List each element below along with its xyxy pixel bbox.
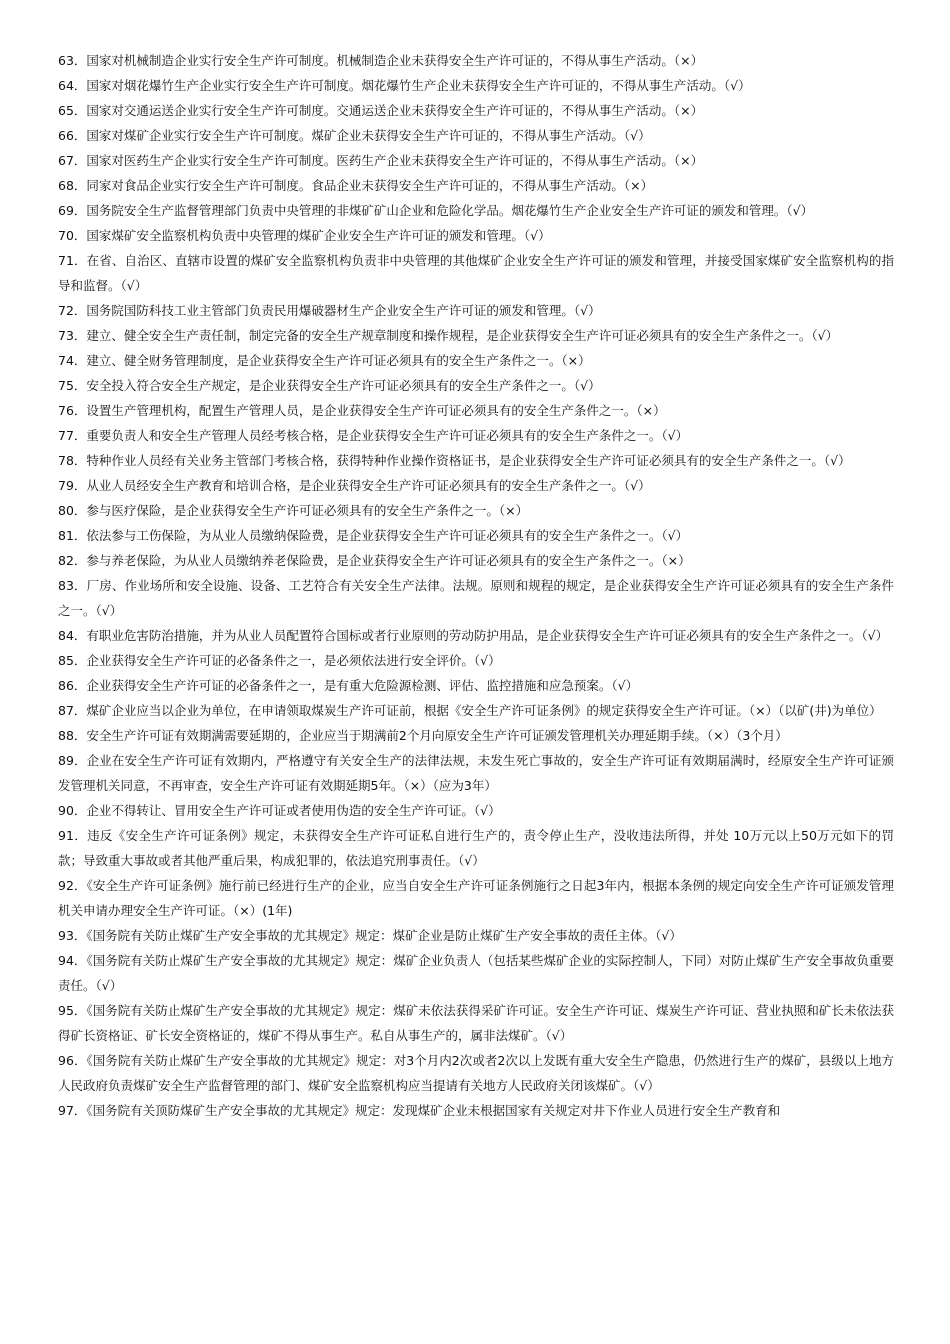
question-item: 96．《国务院有关防止煤矿生产安全事故的尤其规定》规定：对3个月内2次或者2次以上发既有重大安全生产隐患，仍然进行生产的煤矿，县级以上地方人民政府负责煤矿安全生产监督管理的部门、煤矿安全监察机构应当提请有关地方人民政府关闭该煤矿。（√） (58, 1053, 894, 1093)
question-item: 63．国家对机械制造企业实行安全生产许可制度。机械制造企业未获得安全生产许可证的，不得从事生产活动。（×） (58, 53, 704, 68)
question-item: 65．国家对交通运送企业实行安全生产许可制度。交通运送企业未获得安全生产许可证的，不得从事生产活动。（×） (58, 103, 704, 118)
question-item: 74．建立、健全财务管理制度，是企业获得安全生产许可证必须具有的安全生产条件之一。（×） (58, 353, 591, 368)
question-item: 84．有职业危害防治措施，并为从业人员配置符合国标或者行业原则的劳动防护用品，是企业获得安全生产许可证必须具有的安全生产条件之一。（√） (58, 628, 889, 643)
question-item: 95．《国务院有关防止煤矿生产安全事故的尤其规定》规定：煤矿未依法获得采矿许可证。安全生产许可证、煤炭生产许可证、营业执照和矿长未依法获得矿长资格证、矿长安全资格证的，煤矿不得从事生产。私自从事生产的，属非法煤矿。（√） (58, 1003, 894, 1043)
question-item: 88．安全生产许可证有效期满需要延期的，企业应当于期满前2个月向原安全生产许可证颁发管理机关办理延期手续。（×）（3个月） (58, 728, 788, 743)
question-item: 86．企业获得安全生产许可证的必备条件之一，是有重大危险源检测、评估、监控措施和应急预案。（√） (58, 678, 639, 693)
question-item: 72．国务院国防科技工业主管部门负责民用爆破器材生产企业安全生产许可证的颁发和管理。（√） (58, 303, 601, 318)
question-item: 64．国家对烟花爆竹生产企业实行安全生产许可制度。烟花爆竹生产企业未获得安全生产许可证的，不得从事生产活动。（√） (58, 78, 751, 93)
question-item: 77．重要负责人和安全生产管理人员经考核合格，是企业获得安全生产许可证必须具有的安全生产条件之一。（√） (58, 428, 689, 443)
question-item: 75．安全投入符合安全生产规定，是企业获得安全生产许可证必须具有的安全生产条件之一。（√） (58, 378, 601, 393)
question-item: 87．煤矿企业应当以企业为单位，在申请领取煤炭生产许可证前，根据《安全生产许可证条例》的规定获得安全生产许可证。（×）（以矿(井)为单位） (58, 703, 882, 718)
question-item: 89．企业在安全生产许可证有效期内，严格遵守有关安全生产的法律法规，未发生死亡事故的，安全生产许可证有效期届满时，经原安全生产许可证颁发管理机关同意，不再审查，安全生产许可证有效期延期5年。（×）（应为3年） (58, 753, 894, 793)
question-item: 82．参与养老保险，为从业人员缴纳养老保险费，是企业获得安全生产许可证必须具有的安全生产条件之一。（×） (58, 553, 691, 568)
question-item: 83．厂房、作业场所和安全设施、设备、工艺符合有关安全生产法律。法规。原则和规程的规定，是企业获得安全生产许可证必须具有的安全生产条件之一。（√） (58, 578, 894, 618)
question-item: 68．同家对食品企业实行安全生产许可制度。食品企业未获得安全生产许可证的，不得从事生产活动。（×） (58, 178, 654, 193)
question-item: 67．国家对医药生产企业实行安全生产许可制度。医药生产企业未获得安全生产许可证的，不得从事生产活动。（×） (58, 153, 704, 168)
question-item: 80．参与医疗保险，是企业获得安全生产许可证必须具有的安全生产条件之一。（×） (58, 503, 529, 518)
question-item: 76．设置生产管理机构，配置生产管理人员，是企业获得安全生产许可证必须具有的安全生产条件之一。（×） (58, 403, 666, 418)
question-item: 97．《国务院有关顶防煤矿生产安全事故的尤其规定》规定：发现煤矿企业未根据国家有关规定对井下作业人员进行安全生产教育和 (58, 1103, 781, 1118)
question-item: 71．在省、自治区、直辖市设置的煤矿安全监察机构负责非中央管理的其他煤矿企业安全生产许可证的颁发和管理，并接受国家煤矿安全监察机构的指导和监督。（√） (58, 253, 894, 293)
question-item: 92．《安全生产许可证条例》施行前已经进行生产的企业，应当自安全生产许可证条例施行之日起3年内，根据本条例的规定向安全生产许可证颁发管理机关申请办理安全生产许可证。（×）(1年) (58, 878, 894, 918)
question-item: 85．企业获得安全生产许可证的必备条件之一，是必须依法进行安全评价。（√） (58, 653, 501, 668)
question-item: 78．特种作业人员经有关业务主管部门考核合格，获得特种作业操作资格证书，是企业获得安全生产许可证必须具有的安全生产条件之一。（√） (58, 453, 851, 468)
question-item: 69．国务院安全生产监督管理部门负责中央管理的非煤矿矿山企业和危险化学品。烟花爆竹生产企业安全生产许可证的颁发和管理。（√） (58, 203, 814, 218)
question-item: 94．《国务院有关防止煤矿生产安全事故的尤其规定》规定：煤矿企业负责人（包括某些煤矿企业的实际控制人，下同）对防止煤矿生产安全事故负重要责任。（√） (58, 953, 894, 993)
question-item: 91．违反《安全生产许可证条例》规定，未获得安全生产许可证私自进行生产的，责令停止生产，没收违法所得，并处 10万元以上50万元如下的罚款；导致重大事故或者其他严重后果，构成犯罪的，依法追究刑事责任。（√） (58, 828, 894, 868)
question-item: 93．《国务院有关防止煤矿生产安全事故的尤其规定》规定：煤矿企业是防止煤矿生产安全事故的责任主体。（√） (58, 928, 682, 943)
question-item: 73．建立、健全安全生产责任制，制定完备的安全生产规章制度和操作规程，是企业获得安全生产许可证必须具有的安全生产条件之一。（√） (58, 328, 839, 343)
question-item: 90．企业不得转让、冒用安全生产许可证或者使用伪造的安全生产许可证。（√） (58, 803, 501, 818)
question-item: 66．国家对煤矿企业实行安全生产许可制度。煤矿企业未获得安全生产许可证的，不得从事生产活动。（√） (58, 128, 651, 143)
question-item: 70．国家煤矿安全监察机构负责中央管理的煤矿企业安全生产许可证的颁发和管理。（√） (58, 228, 551, 243)
question-item: 81．依法参与工伤保险，为从业人员缴纳保险费，是企业获得安全生产许可证必须具有的安全生产条件之一。（√） (58, 528, 689, 543)
question-item: 79．从业人员经安全生产教育和培训合格，是企业获得安全生产许可证必须具有的安全生产条件之一。（√） (58, 478, 651, 493)
